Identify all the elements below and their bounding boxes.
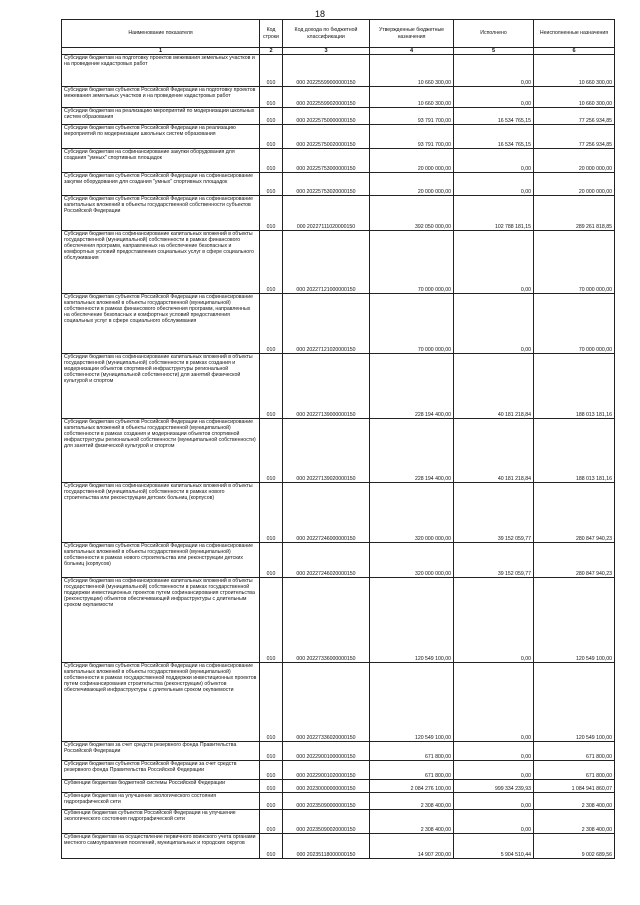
- row-line-code: 010: [260, 149, 283, 173]
- header-income-code: Код дохода по бюджетной классификации: [283, 20, 370, 48]
- row-name: Субсидии бюджетам на софинансирование капитальных вложений в объекты государственной (муниципальной) собственности в рамках нового строительства или реконструкции детских больниц (корпусов): [62, 483, 260, 543]
- row-name: Субсидии бюджетам субъектов Российской Федерации за счет средств резервного фонда Правительства Российской Федерации: [62, 761, 260, 780]
- row-approved: 671 800,00: [370, 742, 454, 761]
- table-row: [62, 761, 615, 780]
- row-line-code: 010: [260, 196, 283, 231]
- row-executed: 0,00: [454, 793, 534, 810]
- row-line-code: 010: [260, 87, 283, 108]
- row-line-code: 010: [260, 810, 283, 834]
- row-income-code: 000 20225750020000150: [283, 125, 370, 149]
- row-income-code: 000 20227246020000150: [283, 543, 370, 578]
- row-approved: 320 000 000,00: [370, 483, 454, 543]
- row-name: Субсидии бюджетам субъектов Российской Федерации на софинансирование капитальных вложений в объекты государственной (муниципальной) собственности в рамках создания и модернизации объектов спортивной инфраструктуры региональной собственности (муниципальной собственности) для занятий физической культурой и спортом: [62, 419, 260, 483]
- row-name: Субсидии бюджетам за счет средств резервного фонда Правительства Российской Федерации: [62, 742, 260, 761]
- row-income-code: 000 20235118000000150: [283, 834, 370, 859]
- table-row: [62, 173, 615, 196]
- row-line-code: 010: [260, 483, 283, 543]
- row-name: Субсидии бюджетам субъектов Российской Федерации на реализацию мероприятий по модернизации школьных систем образования: [62, 125, 260, 149]
- row-income-code: 000 20227139000000150: [283, 354, 370, 419]
- row-approved: 671 800,00: [370, 761, 454, 780]
- row-line-code: 010: [260, 834, 283, 859]
- row-executed: 0,00: [454, 742, 534, 761]
- table-row: [62, 354, 615, 419]
- row-line-code: 010: [260, 231, 283, 294]
- row-name: Субсидии бюджетам субъектов Российской Федерации на подготовку проектов межевания земельных участков и на проведение кадастровых работ: [62, 87, 260, 108]
- row-income-code: 000 20225599020000150: [283, 87, 370, 108]
- row-unexecuted: 2 308 400,00: [534, 810, 615, 834]
- row-income-code: 000 20229001000000150: [283, 742, 370, 761]
- table-row: [62, 780, 615, 793]
- row-income-code: 000 20225750000000150: [283, 108, 370, 125]
- budget-execution-table: [61, 19, 615, 859]
- column-index: 1: [62, 48, 260, 55]
- table-row: [62, 543, 615, 578]
- row-name: Субвенции бюджетам субъектов Российской Федерации на улучшение экологического состояния гидрографической сети: [62, 810, 260, 834]
- row-income-code: 000 20227111020000150: [283, 196, 370, 231]
- row-unexecuted: 188 013 181,16: [534, 354, 615, 419]
- table-row: [62, 483, 615, 543]
- table-row: [62, 55, 615, 87]
- column-index: 3: [283, 48, 370, 55]
- row-unexecuted: 2 308 400,00: [534, 793, 615, 810]
- row-income-code: 000 20227246000000150: [283, 483, 370, 543]
- row-approved: 10 660 300,00: [370, 55, 454, 87]
- row-executed: 102 788 181,15: [454, 196, 534, 231]
- row-unexecuted: 10 660 300,00: [534, 55, 615, 87]
- row-unexecuted: 120 549 100,00: [534, 663, 615, 742]
- row-income-code: 000 20235090000000150: [283, 793, 370, 810]
- row-income-code: 000 20227121020000150: [283, 294, 370, 354]
- row-approved: 93 791 700,00: [370, 125, 454, 149]
- column-index: 6: [534, 48, 615, 55]
- row-unexecuted: 77 256 934,85: [534, 108, 615, 125]
- row-income-code: 000 20230000000000150: [283, 780, 370, 793]
- row-name: Субсидии бюджетам на реализацию мероприятий по модернизации школьных систем образования: [62, 108, 260, 125]
- row-line-code: 010: [260, 742, 283, 761]
- row-name: Субвенции бюджетам на осуществление первичного воинского учета органами местного самоуправления поселений, муниципальных и городских округов: [62, 834, 260, 859]
- row-name: Субвенции бюджетам на улучшение экологического состояния гидрографической сети: [62, 793, 260, 810]
- header-executed: Исполнено: [454, 20, 534, 48]
- row-approved: 20 000 000,00: [370, 149, 454, 173]
- column-index: 5: [454, 48, 534, 55]
- row-name: Субсидии бюджетам субъектов Российской Федерации на софинансирование закупки оборудования для создания "умных" спортивных площадок: [62, 173, 260, 196]
- row-executed: 0,00: [454, 55, 534, 87]
- table-row: [62, 149, 615, 173]
- row-unexecuted: 671 800,00: [534, 742, 615, 761]
- row-executed: 0,00: [454, 761, 534, 780]
- row-name: Субсидии бюджетам субъектов Российской Федерации на софинансирование капитальных вложений в объекты государственной собственности субъектов Российской Федерации: [62, 196, 260, 231]
- row-name: Субсидии бюджетам на подготовку проектов межевания земельных участков и на проведение кадастровых работ: [62, 55, 260, 87]
- row-approved: 20 000 000,00: [370, 173, 454, 196]
- row-line-code: 010: [260, 663, 283, 742]
- row-approved: 228 194 400,00: [370, 354, 454, 419]
- row-executed: 0,00: [454, 810, 534, 834]
- row-approved: 228 194 400,00: [370, 419, 454, 483]
- row-line-code: 010: [260, 419, 283, 483]
- row-executed: 16 534 765,15: [454, 108, 534, 125]
- row-approved: 70 000 000,00: [370, 231, 454, 294]
- table-row: [62, 834, 615, 859]
- row-executed: 0,00: [454, 663, 534, 742]
- row-unexecuted: 20 000 000,00: [534, 149, 615, 173]
- row-unexecuted: 289 261 818,85: [534, 196, 615, 231]
- header-name: Наименование показателя: [62, 20, 260, 48]
- column-index-row: [62, 48, 615, 55]
- row-name: Субсидии бюджетам субъектов Российской Федерации на софинансирование капитальных вложений в объекты государственной (муниципальной) собственности в рамках нового строительства или реконструкции детских больниц (корпусов): [62, 543, 260, 578]
- row-executed: 40 181 218,84: [454, 354, 534, 419]
- row-income-code: 000 20225753020000150: [283, 173, 370, 196]
- row-unexecuted: 188 013 181,16: [534, 419, 615, 483]
- header-unexecuted: Неисполненные назначения: [534, 20, 615, 48]
- row-executed: 40 181 218,84: [454, 419, 534, 483]
- table-header-row: [62, 20, 615, 48]
- row-line-code: 010: [260, 354, 283, 419]
- table-row: [62, 578, 615, 663]
- table-row: [62, 810, 615, 834]
- row-name: Субсидии бюджетам на софинансирование закупки оборудования для создания "умных" спортивных площадок: [62, 149, 260, 173]
- header-line-code: Код строки: [260, 20, 283, 48]
- row-approved: 2 308 400,00: [370, 793, 454, 810]
- row-line-code: 010: [260, 173, 283, 196]
- row-income-code: 000 20225599000000150: [283, 55, 370, 87]
- column-index: 4: [370, 48, 454, 55]
- row-unexecuted: 280 847 940,23: [534, 483, 615, 543]
- table-row: [62, 87, 615, 108]
- row-income-code: 000 20227121000000150: [283, 231, 370, 294]
- row-executed: 0,00: [454, 173, 534, 196]
- row-name: Субсидии бюджетам на софинансирование капитальных вложений в объекты государственной (муниципальной) собственности в рамках финансового обеспечения программ, направленных на обеспечение безопасных и комфортных условий предоставления социальных услуг в сфере социального обслуживания: [62, 231, 260, 294]
- row-income-code: 000 20235090020000150: [283, 810, 370, 834]
- row-executed: 39 152 059,77: [454, 543, 534, 578]
- row-unexecuted: 1 084 941 860,07: [534, 780, 615, 793]
- row-line-code: 010: [260, 761, 283, 780]
- row-approved: 120 549 100,00: [370, 663, 454, 742]
- table-row: [62, 125, 615, 149]
- row-executed: 16 534 765,15: [454, 125, 534, 149]
- row-executed: 999 334 239,93: [454, 780, 534, 793]
- row-income-code: 000 20227336000000150: [283, 578, 370, 663]
- row-line-code: 010: [260, 543, 283, 578]
- row-line-code: 010: [260, 108, 283, 125]
- row-unexecuted: 120 549 100,00: [534, 578, 615, 663]
- row-line-code: 010: [260, 294, 283, 354]
- table-row: [62, 419, 615, 483]
- row-line-code: 010: [260, 55, 283, 87]
- row-income-code: 000 20229001020000150: [283, 761, 370, 780]
- table-row: [62, 742, 615, 761]
- row-executed: 0,00: [454, 578, 534, 663]
- row-line-code: 010: [260, 578, 283, 663]
- row-unexecuted: 77 256 934,85: [534, 125, 615, 149]
- row-name: Субсидии бюджетам субъектов Российской Федерации на софинансирование капитальных вложений в объекты государственной (муниципальной) собственности в рамках государственной поддержки инвестиционных проектов путем софинансирования строительства (реконструкции) объектов обеспечивающей инфраструктуры с длительным сроком окупаемости: [62, 663, 260, 742]
- row-name: Субсидии бюджетам на софинансирование капитальных вложений в объекты государственной (муниципальной) собственности в рамках создания и модернизации объектов спортивной инфраструктуры региональной собственности (муниципальной собственности) для занятий физической культурой и спортом: [62, 354, 260, 419]
- row-executed: 0,00: [454, 294, 534, 354]
- row-income-code: 000 20225753000000150: [283, 149, 370, 173]
- row-approved: 93 791 700,00: [370, 108, 454, 125]
- row-executed: 39 152 059,77: [454, 483, 534, 543]
- row-unexecuted: 671 800,00: [534, 761, 615, 780]
- row-line-code: 010: [260, 793, 283, 810]
- row-executed: 0,00: [454, 149, 534, 173]
- row-name: Субвенции бюджетам бюджетной системы Российской Федерации: [62, 780, 260, 793]
- row-unexecuted: 280 847 940,23: [534, 543, 615, 578]
- table-row: [62, 793, 615, 810]
- row-unexecuted: 70 000 000,00: [534, 231, 615, 294]
- table-row: [62, 231, 615, 294]
- table-row: [62, 196, 615, 231]
- row-line-code: 010: [260, 780, 283, 793]
- table-row: [62, 294, 615, 354]
- row-approved: 70 000 000,00: [370, 294, 454, 354]
- row-unexecuted: 20 000 000,00: [534, 173, 615, 196]
- row-income-code: 000 20227139020000150: [283, 419, 370, 483]
- row-name: Субсидии бюджетам субъектов Российской Федерации на софинансирование капитальных вложений в объекты государственной (муниципальной) собственности в рамках финансового обеспечения программ, направленных на обеспечение безопасных и комфортных условий предоставления социальных услуг в сфере социального обслуживания: [62, 294, 260, 354]
- row-approved: 120 549 100,00: [370, 578, 454, 663]
- row-approved: 2 084 276 100,00: [370, 780, 454, 793]
- row-income-code: 000 20227336020000150: [283, 663, 370, 742]
- row-unexecuted: 70 000 000,00: [534, 294, 615, 354]
- row-approved: 320 000 000,00: [370, 543, 454, 578]
- row-name: Субсидии бюджетам на софинансирование капитальных вложений в объекты государственной (муниципальной) собственности в рамках государственной поддержки инвестиционных проектов путем софинансирования строительства (реконструкции) объектов обеспечивающей инфраструктуры с длительным сроком окупаемости: [62, 578, 260, 663]
- header-approved: Утвержденные бюджетные назначения: [370, 20, 454, 48]
- row-approved: 392 050 000,00: [370, 196, 454, 231]
- row-approved: 10 660 300,00: [370, 87, 454, 108]
- row-unexecuted: 10 660 300,00: [534, 87, 615, 108]
- row-approved: 14 907 200,00: [370, 834, 454, 859]
- page-number: 18: [314, 9, 325, 19]
- row-approved: 2 308 400,00: [370, 810, 454, 834]
- row-executed: 5 904 510,44: [454, 834, 534, 859]
- column-index: 2: [260, 48, 283, 55]
- table-row: [62, 663, 615, 742]
- table-row: [62, 108, 615, 125]
- row-executed: 0,00: [454, 87, 534, 108]
- row-executed: 0,00: [454, 231, 534, 294]
- row-line-code: 010: [260, 125, 283, 149]
- row-unexecuted: 9 002 689,56: [534, 834, 615, 859]
